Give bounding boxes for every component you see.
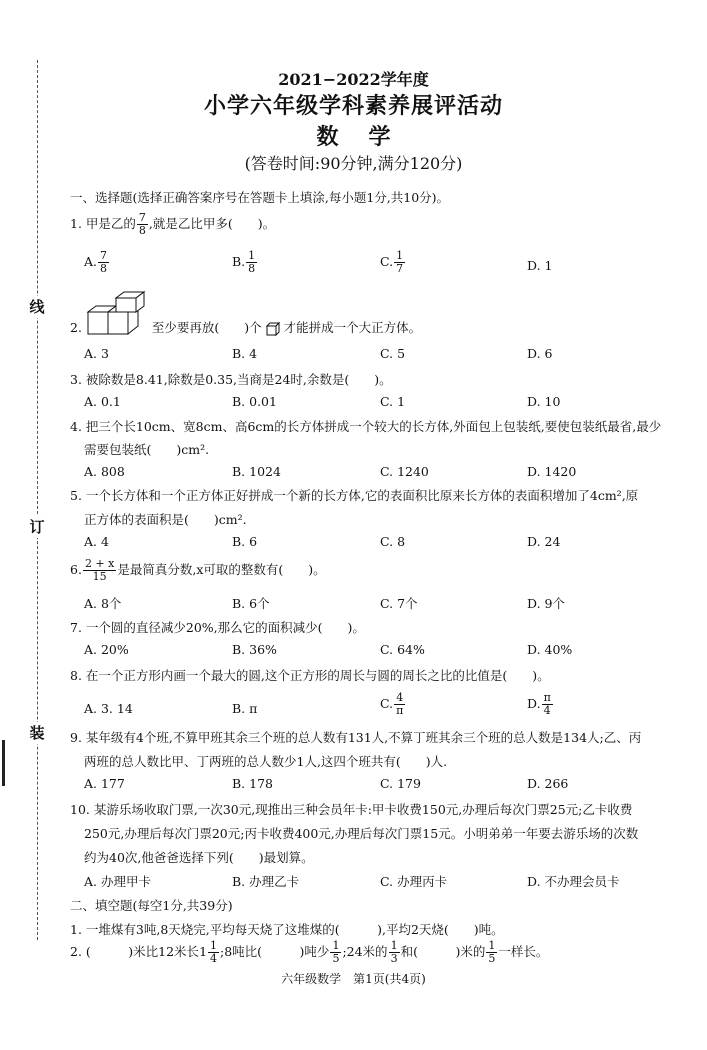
binding-label-line: 线 [26,296,48,318]
question-10-line-2: 250元,办理后每次门票20元;丙卡收费400元,办理后每次门票15元。小明弟弟一年要去游乐场的次数 [84,826,639,841]
option-b[interactable]: B. $\frac{1}{8}$ [232,249,256,275]
question-4-line-1: 4. 把三个长10cm、宽8cm、高6cm的长方体拼成一个较大的长方体,外面包上包装纸,要使包装纸最省,最少 [70,419,662,434]
option-d[interactable]: D. 10 [527,394,561,409]
subject-title: 数 学 [316,124,391,150]
question-2: 2. 至少要再放( )个 才能拼成一个大正方体。 [70,288,421,336]
option-c[interactable]: C. 8 [380,534,406,549]
option-a[interactable]: A. 177 [84,776,125,791]
option-a[interactable]: A. 20% [84,642,129,657]
question-6: 6. $\frac{2 + x}{15}$ 是最简真分数,x可取的整数有( )。 [70,557,326,583]
option-d[interactable]: D. 40% [527,642,573,657]
option-a[interactable]: A. 0.1 [84,394,121,409]
question-5-options [84,534,684,554]
section-heading: 二、填空题(每空1分,共39分) [70,898,233,913]
question-1-options [84,249,684,275]
option-d[interactable]: D. 1 [527,258,553,273]
exam-title: 小学六年级学科素养展评活动 [203,93,503,119]
option-c[interactable]: C. 1240 [380,464,429,479]
option-c[interactable]: C. 179 [380,776,421,791]
option-a[interactable]: A. 3 [84,346,109,361]
question-5-line-1: 5. 一个长方体和一个正方体正好拼成一个新的长方体,它的表面积比原来长方体的表面积增加了4cm²,原 [70,488,639,503]
option-a[interactable]: A. 8个 [84,596,122,611]
option-a[interactable]: A. 3. 14 [84,701,133,716]
option-b[interactable]: B. 4 [232,346,258,361]
question-9-line-2: 两班的总人数比甲、丁两班的总人数少1人,这四个班共有( )人. [84,754,448,769]
question-9-options [84,776,684,796]
question-4-line-2: 需要包装纸( )cm². [84,442,210,457]
question-10-line-3: 约为40次,他爸爸选择下列( )最划算。 [84,850,314,865]
option-c[interactable]: C. 64% [380,642,425,657]
option-b[interactable]: B. 36% [232,642,277,657]
question-7: 7. 一个圆的直径减少20%,那么它的面积减少( )。 [70,620,365,635]
option-b[interactable]: B. 6个 [232,596,270,611]
binding-label-ding: 订 [26,516,48,538]
option-c[interactable]: C. $\frac{4}{\pi}$ [380,691,404,717]
scan-edge-mark [2,740,5,786]
option-d[interactable]: D. $\frac{\pi}{4}$ [527,691,551,717]
school-year: 2021−2022学年度 [278,70,429,89]
option-a[interactable]: A. 4 [84,534,109,549]
question-5-line-2: 正方体的表面积是( )cm². [84,512,247,527]
option-a[interactable]: A. $\frac{7}{8}$ [84,249,108,275]
binding-label-zhuang: 装 [26,722,48,744]
option-b[interactable]: B. 办理乙卡 [232,874,300,889]
option-b[interactable]: B. 178 [232,776,273,791]
option-d[interactable]: D. 24 [527,534,561,549]
question-3-options [84,394,684,414]
question-9-line-1: 9. 某年级有4个班,不算甲班其余三个班的总人数有131人,不算丁班其余三个班的总人数是134人;乙、丙 [70,730,642,745]
fill-question-2: 2. ( )米比12米长1 $\frac{1}{4}$ ;8吨比( )吨少 $\frac{1}{5}$ ;24米的 $\frac{1}{3}$ 和( )米的 $\frac{1}{5}$ 一样长。 [70,939,549,965]
question-10-line-1: 10. 某游乐场收取门票,一次30元,现推出三种会员年卡:甲卡收费150元,办理后每次门票25元;乙卡收费 [70,802,633,817]
option-c[interactable]: C. 办理丙卡 [380,874,448,889]
question-3: 3. 被除数是8.41,除数是0.35,当商是24时,余数是( )。 [70,372,392,387]
option-d[interactable]: D. 9个 [527,596,565,611]
question-10-options [84,872,684,892]
binding-dashed-line [37,60,38,940]
exam-timing: (答卷时间:90分钟,满分120分) [244,154,463,173]
page-footer: 六年级数学 第1页(共4页) [281,972,426,986]
option-b[interactable]: B. π [232,701,258,716]
question-6-options [84,594,684,614]
option-a[interactable]: A. 808 [84,464,125,479]
option-a[interactable]: A. 办理甲卡 [84,874,151,889]
option-b[interactable]: B. 0.01 [232,394,277,409]
cube-stack-figure [86,288,148,336]
option-c[interactable]: C. 5 [380,346,406,361]
option-d[interactable]: D. 6 [527,346,553,361]
option-c[interactable]: C. 1 [380,394,406,409]
option-c[interactable]: C. $\frac{1}{7}$ [380,249,404,275]
option-d[interactable]: D. 1420 [527,464,577,479]
option-b[interactable]: B. 6 [232,534,258,549]
option-c[interactable]: C. 7个 [380,596,418,611]
question-1: 1. 甲是乙的 $\frac{7}{8}$ ,就是乙比甲多( )。 [70,211,276,237]
question-8: 8. 在一个正方形内画一个最大的圆,这个正方形的周长与圆的周长之比的比值是( )。 [70,668,550,683]
option-d[interactable]: D. 不办理会员卡 [527,874,620,889]
question-7-options [84,642,684,662]
option-b[interactable]: B. 1024 [232,464,281,479]
question-4-options [84,464,684,484]
question-8-options [84,691,684,717]
section-heading: 一、选择题(选择正确答案序号在答题卡上填涂,每小题1分,共10分)。 [70,190,450,205]
small-cube-icon [266,322,280,336]
fill-question-1: 1. 一堆煤有3吨,8天烧完,平均每天烧了这堆煤的( ),平均2天烧( )吨。 [70,922,504,937]
question-2-options [84,346,684,366]
exam-header [0,70,707,176]
option-d[interactable]: D. 266 [527,776,569,791]
